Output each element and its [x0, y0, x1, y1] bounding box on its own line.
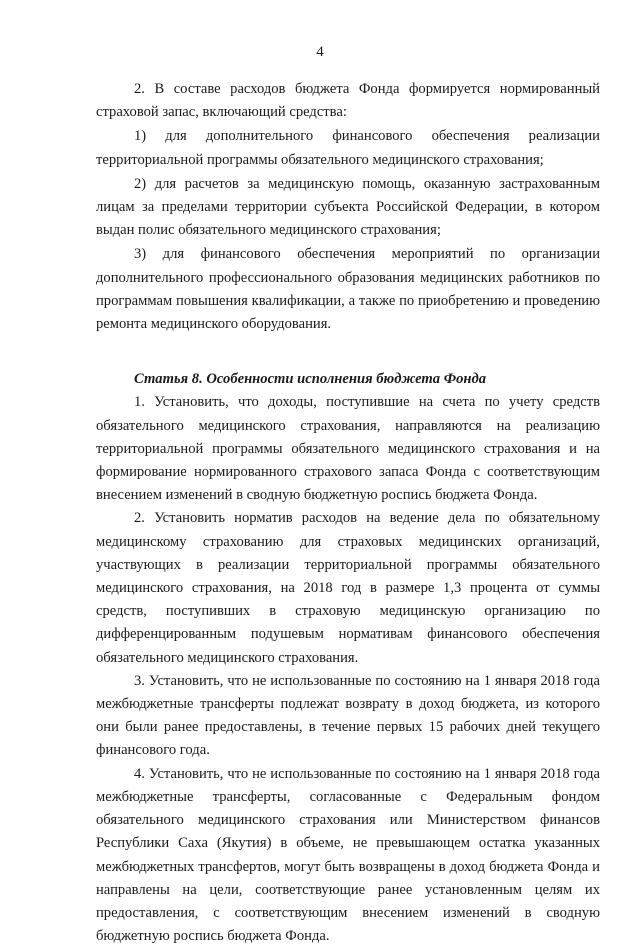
document-body — [96, 78, 600, 948]
list-item-1: 1) для дополнительного финансового обеспечения реализации территориальной программы обязательного медицинского страхования; — [96, 128, 600, 168]
list-item-2: 2) для расчетов за медицинскую помощь, оказанную застрахованным лицам за пределами территории субъекта Российской Федерации, в котором выдан полис обязательного медицинского страхования; — [96, 175, 600, 239]
list-item-3: 3) для финансового обеспечения мероприятий по организации дополнительного профессионального образования медицинских работников по программам повышения квалификации, а также по приобретению и проведению ремонта медицинского оборудования. — [96, 246, 600, 333]
paragraph-article-8-1: 1. Установить, что доходы, поступившие на счета по учету средств обязательного медицинского страхования, направляются на реализацию территориальной программы обязательного медицинского страхования и на формирование нормированного страхового запаса Фонда с соответствующим внесением изменений в сводную бюджетную роспись бюджета Фонда. — [96, 394, 600, 504]
paragraph-article-8-4: 4. Установить, что не использованные по состоянию на 1 января 2018 года межбюджетные трансферты, согласованные с Федеральным фондом обязательного медицинского страхования или Министерством финансов Республики Саха (Якутия) в объеме, не превышающем остатка указанных межбюджетных трансфертов, могут быть возвращены в доход бюджета Фонда и направлены на цели, соответствующие ранее установленным целям их предоставления, с соответствующим внесением изменений в сводную бюджетную роспись бюджета Фонда. — [96, 765, 600, 945]
paragraph-article-8-2: 2. Установить норматив расходов на ведение дела по обязательному медицинскому страхованию для страховых медицинских организаций, участвующих в реализации территориальной программы обязательного медицинского страхования, на 2018 год в размере 1,3 процента от суммы средств, поступивших в страховую медицинскую организацию по дифференцированным подушевым нормативам финансового обеспечения обязательного медицинского страхования. — [96, 510, 600, 666]
paragraph-article-8-3: 3. Установить, что не использованные по состоянию на 1 января 2018 года межбюджетные трансферты подлежат возврату в доход бюджета, из которого они были ранее предоставлены, в течение первых 15 рабочих дней текущего финансового года. — [96, 672, 600, 759]
page-number: 4 — [316, 44, 324, 60]
paragraph-insurance-reserve: 2. В составе расходов бюджета Фонда формируется нормированный страховой запас, включающий средства: — [96, 81, 600, 121]
article-heading: Статья 8. Особенности исполнения бюджета Фонда — [134, 371, 487, 388]
